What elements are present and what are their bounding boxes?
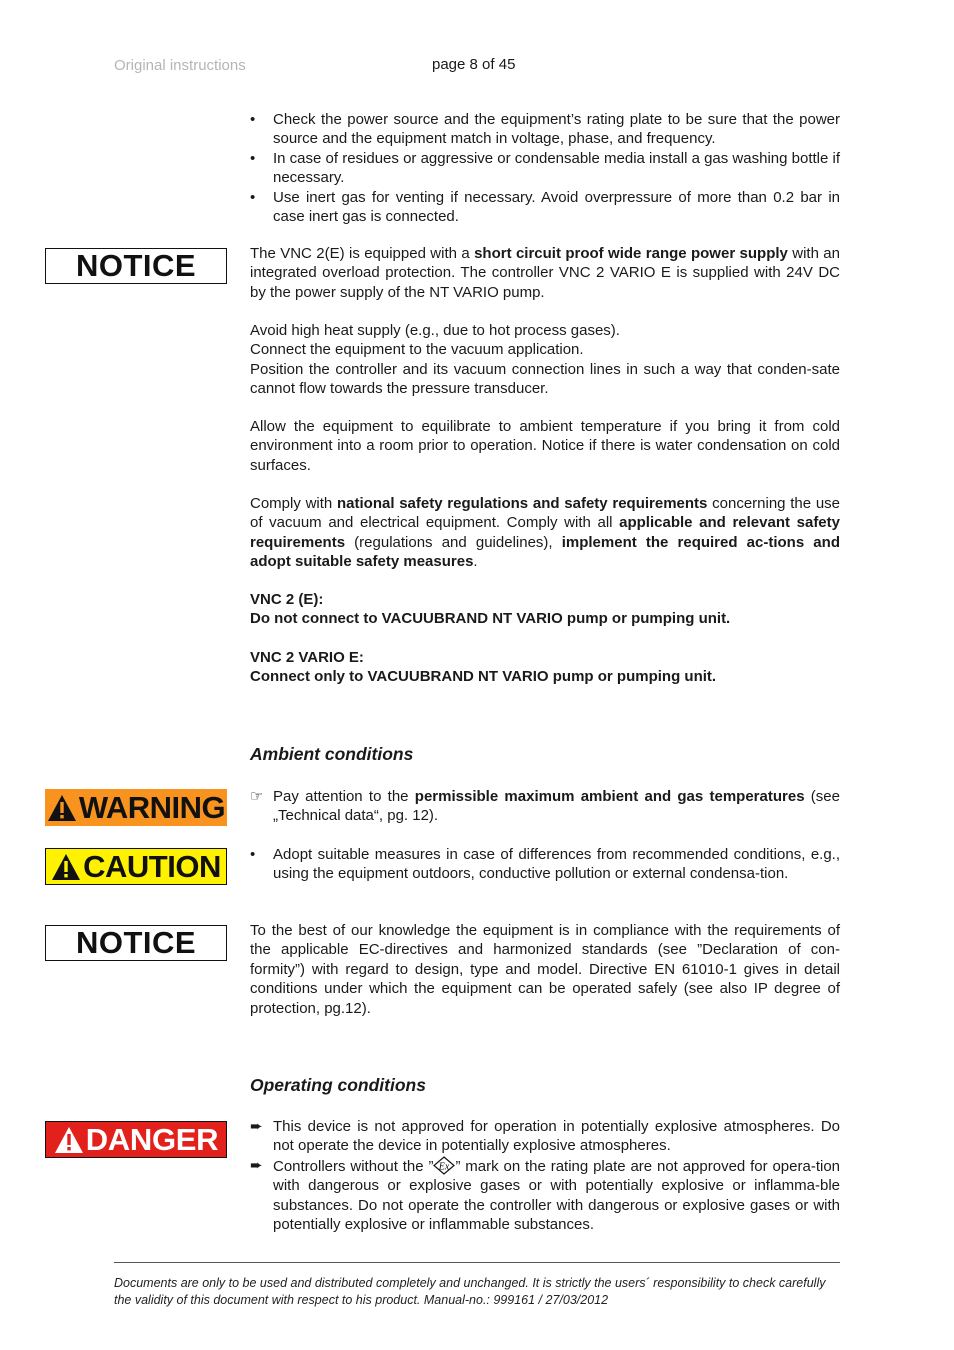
list-item: ☞ Pay attention to the permissible maximum ambient and gas temperatures (see „Technical data“, pg. 12). [250, 788, 840, 825]
list-item: • Use inert gas for venting if necessary. Avoid overpressure of more than 0.2 bar in case inert gas is connected. [250, 188, 840, 226]
bullet-marker: • [250, 846, 256, 863]
bullet-marker: • [250, 111, 256, 128]
ambient-measures-list [250, 845, 840, 884]
arrow-right-icon: ➨ [250, 1118, 263, 1135]
vnc2-vario-note: VNC 2 VARIO E: Connect only to VACUUBRAND NT VARIO pump or pumping unit. [250, 649, 717, 686]
installation-paragraph: Avoid high heat supply (e.g., due to hot process gases). Connect the equipment to the vacuum application. Position the controller and its vacuum connection lines in such a way that conden-sate cannot flow towards the pressure transducer. [250, 322, 840, 398]
warning-triangle-icon [47, 794, 77, 822]
warning-badge: WARNING [45, 789, 227, 826]
danger-triangle-icon [54, 1126, 84, 1154]
list-item: • In case of residues or aggressive or condensable media install a gas washing bottle if necessary. [250, 149, 840, 187]
footer-disclaimer: Documents are only to be used and distributed completely and unchanged. It is strictly the users´ responsibility to check carefully the validity of this document with respect to his product. Manual-no.: 999161 / 27/03/2012 [114, 1276, 826, 1307]
pointing-hand-icon: ☞ [250, 788, 264, 805]
section-title-operating: Operating conditions [250, 1075, 426, 1095]
notice-badge: NOTICE [45, 248, 227, 284]
caution-badge: CAUTION [45, 848, 227, 885]
list-item: • Check the power source and the equipment’s rating plate to be sure that the power source and the equipment match in voltage, phase, and frequency. [250, 111, 840, 148]
list-item: • Adopt suitable measures in case of differences from recommended conditions, e.g., using the equipment outdoors, conductive pollution or external condensa-tion. [250, 846, 840, 883]
compliance-paragraph: To the best of our knowledge the equipment is in compliance with the requirements of the applicable EC-directives and harmonized standards (see ”Declaration of con-formity”) with regard to design, type and model. Directive EN 61010-1 gives in detail conditions under which the equipment can be operated safely (see also IP degree of protection, pg.12). [250, 922, 840, 1017]
section-title-ambient: Ambient conditions [250, 744, 414, 764]
operating-list [250, 1117, 840, 1234]
danger-badge: DANGER [45, 1121, 227, 1158]
temperature-paragraph: Allow the equipment to equilibrate to ambient temperature if you bring it from cold environment into a room prior to operation. Notice if there is water condensation on cold surfaces. [250, 418, 840, 474]
list-item: ➨ This device is not approved for operation in potentially explosive atmospheres. Do not operate the device in potentially explosive atmospheres. [250, 1118, 840, 1155]
footer-divider [114, 1262, 840, 1263]
ambient-list [250, 787, 840, 826]
list-item: ➨ Controllers without the ” Ex ” mark on the rating plate are not approved for opera-tion with dangerous or explosive gases or with potentially explosive or inflamma-ble substances. Do not operate the controller with dangerous or explosive gases or with potentially explosive or inflammable substances. [250, 1156, 840, 1234]
regulations-paragraph: Comply with national safety regulations and safety requirements concerning the use of vacuum and electrical equipment. Comply with all applicable and relevant safety requirements (regulations and guidelines), implement the required ac-tions and adopt suitable safety measures. [250, 495, 841, 571]
bullet-marker: • [250, 188, 256, 206]
bullet-marker: • [250, 149, 256, 167]
header-document-type: Original instructions [114, 57, 246, 74]
precautions-list [250, 110, 840, 226]
svg-text:Ex: Ex [439, 1161, 450, 1173]
notice-badge: NOTICE [45, 925, 227, 961]
page-number: page 8 of 45 [432, 56, 516, 73]
vnc2e-note: VNC 2 (E): Do not connect to VACUUBRAND NT VARIO pump or pumping unit. [250, 591, 731, 628]
caution-triangle-icon [51, 853, 81, 881]
power-supply-paragraph: The VNC 2(E) is equipped with a short circuit proof wide range power supply with an integrated overload protection. The controller VNC 2 VARIO E is supplied with 24V DC by the power supply of the NT VARIO pump. [250, 245, 840, 301]
arrow-right-icon: ➨ [250, 1156, 263, 1174]
ex-explosion-protection-icon [433, 1156, 455, 1175]
